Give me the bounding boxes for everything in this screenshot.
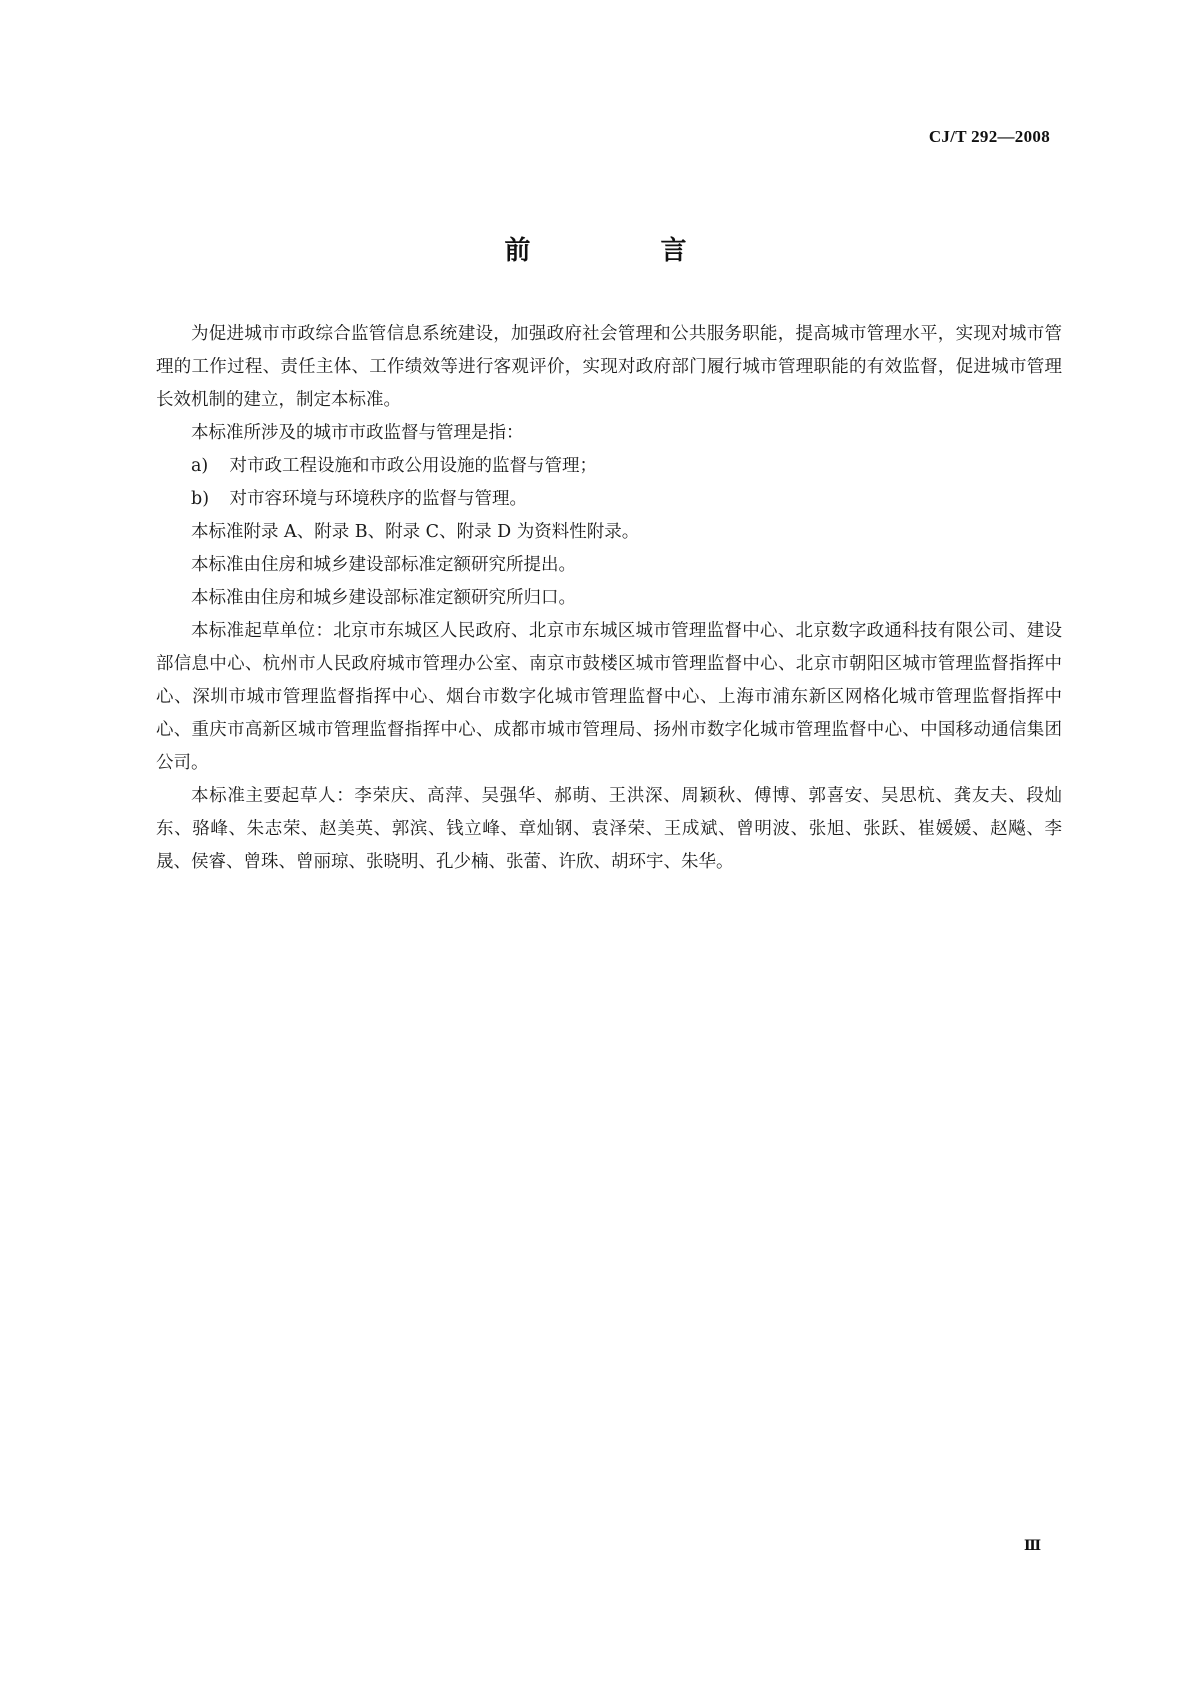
list-item-b xyxy=(156,483,1062,516)
paragraph-main-drafters: 本标准主要起草人：李荣庆、高萍、吴强华、郝萌、王洪深、周颖秋、傅博、郭喜安、吴思杭、龚友夫、段灿东、骆峰、朱志荣、赵美英、郭滨、钱立峰、章灿钢、袁泽荣、王成斌、曾明波、张旭、张跃、崔媛媛、赵飚、李晟、侯睿、曾珠、曾丽琼、张晓明、孔少楠、张蕾、许欣、胡环宇、朱华。 xyxy=(156,786,1062,872)
page-title: 前 言 xyxy=(504,236,739,266)
list-item-b-label: b) xyxy=(191,489,210,509)
paragraph-administered-by: 本标准由住房和城乡建设部标准定额研究所归口。 xyxy=(191,588,576,608)
list-item-a-label: a) xyxy=(191,456,209,476)
list-item-a xyxy=(156,450,1062,483)
foreword-body xyxy=(156,318,1062,879)
list-item-a-text: 对市政工程设施和市政公用设施的监督与管理； xyxy=(229,456,597,476)
paragraph-appendices: 本标准附录 A、附录 B、附录 C、附录 D 为资料性附录。 xyxy=(191,522,640,542)
page-number: Ⅲ xyxy=(1023,1539,1041,1554)
paragraph-scope-intro: 本标准所涉及的城市市政监督与管理是指： xyxy=(191,423,524,443)
paragraph-proposed-by: 本标准由住房和城乡建设部标准定额研究所提出。 xyxy=(191,555,576,575)
paragraph-drafting-units: 本标准起草单位：北京市东城区人民政府、北京市东城区城市管理监督中心、北京数字政通科技有限公司、建设部信息中心、杭州市人民政府城市管理办公室、南京市鼓楼区城市管理监督中心、北京市朝阳区城市管理监督指挥中心、深圳市城市管理监督指挥中心、烟台市数字化城市管理监督中心、上海市浦东新区网格化城市管理监督指挥中心、重庆市高新区城市管理监督指挥中心、成都市城市管理局、扬州市数字化城市管理监督中心、中国移动通信集团公司。 xyxy=(156,621,1062,773)
paragraph-purpose: 为促进城市市政综合监管信息系统建设，加强政府社会管理和公共服务职能，提高城市管理水平，实现对城市管理的工作过程、责任主体、工作绩效等进行客观评价，实现对政府部门履行城市管理职能的有效监督，促进城市管理长效机制的建立，制定本标准。 xyxy=(156,324,1062,410)
standard-code: CJ/T 292—2008 xyxy=(928,127,1050,146)
list-item-b-text: 对市容环境与环境秩序的监督与管理。 xyxy=(229,489,527,509)
